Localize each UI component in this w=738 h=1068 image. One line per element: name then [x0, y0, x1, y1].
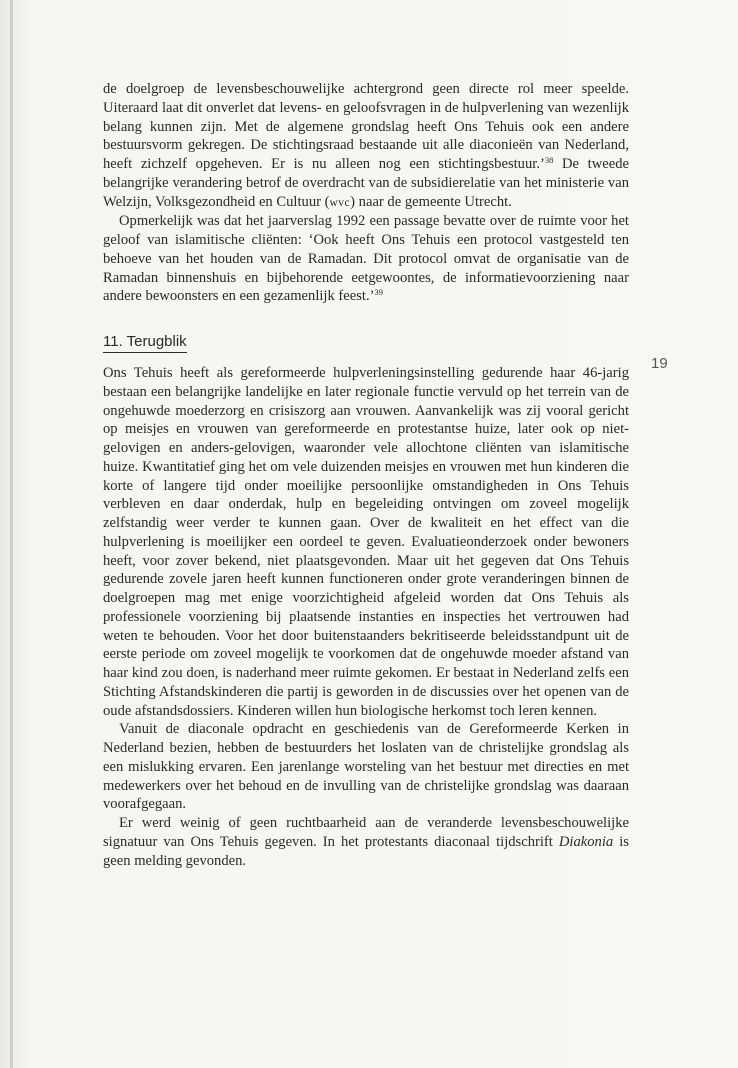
- paragraph-1-text: de doelgroep de levensbeschouwelijke achtergrond geen directe rol meer speelde. Uiteraard laat dit onverlet dat levens- en geloofsvragen in de hulpverlening van wezenlijk belang kunnen zijn. Met de algemene grondslag heeft Ons Tehuis ook een andere bestuursvorm gekregen. De stichtingsraad bestaande uit alle diaconieën van Nederland, heeft zichzelf opgeheven. Er is nu alleen nog een stichtingsbestuur.’: [103, 81, 629, 172]
- paragraph-1: [103, 80, 629, 212]
- paragraph-5-text-b: is geen melding gevonden.: [103, 833, 629, 869]
- paragraph-5: [103, 814, 629, 870]
- footnote-ref-38: 38: [544, 155, 554, 165]
- page-number: 19: [651, 355, 668, 372]
- paragraph-2: [103, 212, 629, 306]
- paragraph-1-text-c: ) naar de gemeente Utrecht.: [350, 193, 512, 210]
- body-text: [103, 80, 629, 870]
- page-spine-edge: [10, 0, 13, 1068]
- paragraph-4: Vanuit de diaconale opdracht en geschiedenis van de Gereformeerde Kerken in Nederland bezien, hebben de bestuurders het loslaten van de christelijke grondslag als een mislukking ervaren. Een jarenlange worsteling van het bestuur met directies en met medewerkers over het behoud en de invulling van de christelijke grondslag was daaraan voorafgegaan.: [103, 721, 629, 813]
- footnote-ref-39: 39: [374, 287, 383, 298]
- paragraph-1-text-b: De tweede belangrijke verandering betrof de overdracht van de subsidierelatie van het ministerie van Welzijn, Volksgezondheid en Cultuur (: [103, 156, 630, 210]
- paragraph-2-text: Opmerkelijk was dat het jaarverslag 1992 een passage bevatte over de ruimte voor het geloof van islamitische cliënten: ‘Ook heeft Ons Tehuis een protocol vastgesteld ten behoeve van het houden van de Ramadan. Dit protocol omvat de organisatie van de Ramadan binnenshuis en bijbehorende eetgewoontes, de informatievoorziening naar andere bewoonsters en een gezamenlijk feest.’: [103, 213, 629, 305]
- section-heading: 11. Terugblik: [103, 332, 187, 353]
- journal-title: Diakonia: [558, 833, 614, 850]
- abbreviation-wvc: wvc: [329, 196, 351, 209]
- paragraph-3: Ons Tehuis heeft als gereformeerde hulpverleningsinstelling gedurende haar 46-jarig bestaan een belangrijke landelijke en later regionale functie vervuld op het terrein van de ongehuwde moederzorg en crisiszorg aan vrouwen. Aanvankelijk was zij vooral gericht op meisjes en vrouwen van gereformeerde en protestantse huize, later ook op niet-gelovigen en anders-gelovigen, waaronder vele allochtone cliënten van islamitische huize. Kwantitatief ging het om vele duizenden meisjes en vrouwen met hun kinderen die korte of langere tijd onder moeilijke persoonlijke omstandigheden in Ons Tehuis verbleven en daar onderdak, hulp en begeleiding ontvingen om zoveel mogelijk zelfstandig weer verder te kunnen gaan. Over de kwaliteit en het effect van die hulpverlening is moeilijker een oordeel te geven. Evaluatieonderzoek onder bewoners heeft, voor zover bekend, niet plaatsgevonden. Maar uit het gegeven dat Ons Tehuis gedurende zovele jaren heeft kunnen functioneren onder grote veranderingen binnen de doelgroepen mag met enige voorzichtigheid afgeleid worden dat Ons Tehuis als professionele voorziening bij plaatsende instanties en inspecties het vertrouwen had weten te behouden. Voor het door buitenstaanders bekritiseerde beleidsstandpunt uit de eerste periode om zoveel mogelijk te voorkomen dat de ongehuwde moeder afstand van haar kind zou doen, is naderhand meer ruimte gekomen. Er bestaat in Nederland zelfs een Stichting Afstandskinderen die partij is geworden in de discussies over het openen van de oude afstandsdossiers. Kinderen willen hun biologische herkomst toch leren kennen.: [103, 365, 629, 719]
- paragraph-5-text: Er werd weinig of geen ruchtbaarheid aan de veranderde levensbeschouwelijke signatuur van Ons Tehuis gegeven. In het protestants diaconaal tijdschrift: [103, 815, 629, 850]
